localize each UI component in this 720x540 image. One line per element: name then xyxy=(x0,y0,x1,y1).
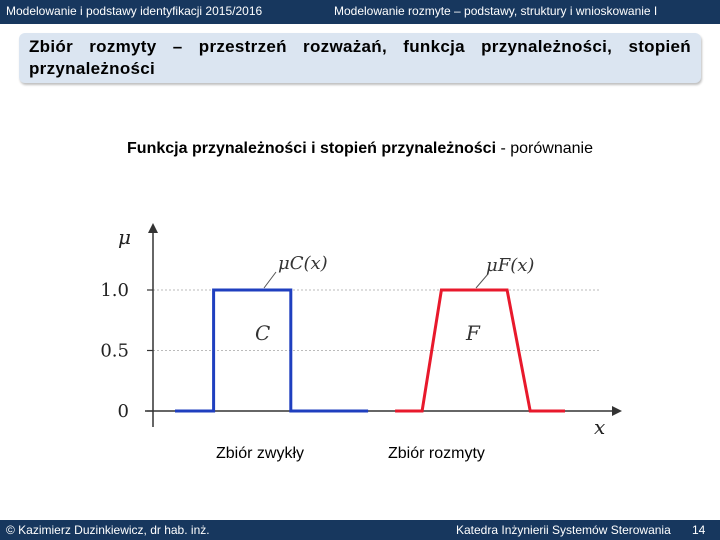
series-line-1 xyxy=(175,290,368,411)
x-axis-label: x xyxy=(594,415,606,439)
page-number: 14 xyxy=(692,523,706,537)
footer-department: Katedra Inżynierii Systemów Sterowania xyxy=(456,523,671,537)
lecture-title: Modelowanie rozmyte – podstawy, struktury i wnioskowanie I xyxy=(334,4,658,18)
y-tick-label: 0.5 xyxy=(100,340,129,362)
set-label-2: F xyxy=(466,321,480,345)
series-leader-2 xyxy=(476,274,488,288)
subtitle-rest: - porównanie xyxy=(496,140,593,157)
set-label-1: C xyxy=(255,321,271,345)
y-tick-label: 1.0 xyxy=(100,280,129,301)
series-label-2: μF(x) xyxy=(486,255,535,276)
slide-footer xyxy=(0,520,720,540)
y-axis-label: μ xyxy=(118,225,131,249)
series-leader-1 xyxy=(264,272,276,288)
subtitle-bold: Funkcja przynależności i stopień przynależności xyxy=(127,140,497,157)
series-line-2 xyxy=(395,290,565,411)
footer-author: © Kazimierz Duzinkiewicz, dr hab. inż. xyxy=(6,523,210,537)
caption-fuzzy-set: Zbiór rozmyty xyxy=(388,445,485,462)
caption-crisp-set: Zbiór zwykły xyxy=(216,445,305,462)
course-title: Modelowanie i podstawy identyfikacji 2015/2016 xyxy=(6,4,263,18)
slide-title: Zbiór rozmyty – przestrzeń rozważań, funkcja przynależności, stopień przynależności xyxy=(29,37,691,78)
series-label-1: μC(x) xyxy=(278,253,328,274)
y-tick-label: 0 xyxy=(117,401,129,422)
